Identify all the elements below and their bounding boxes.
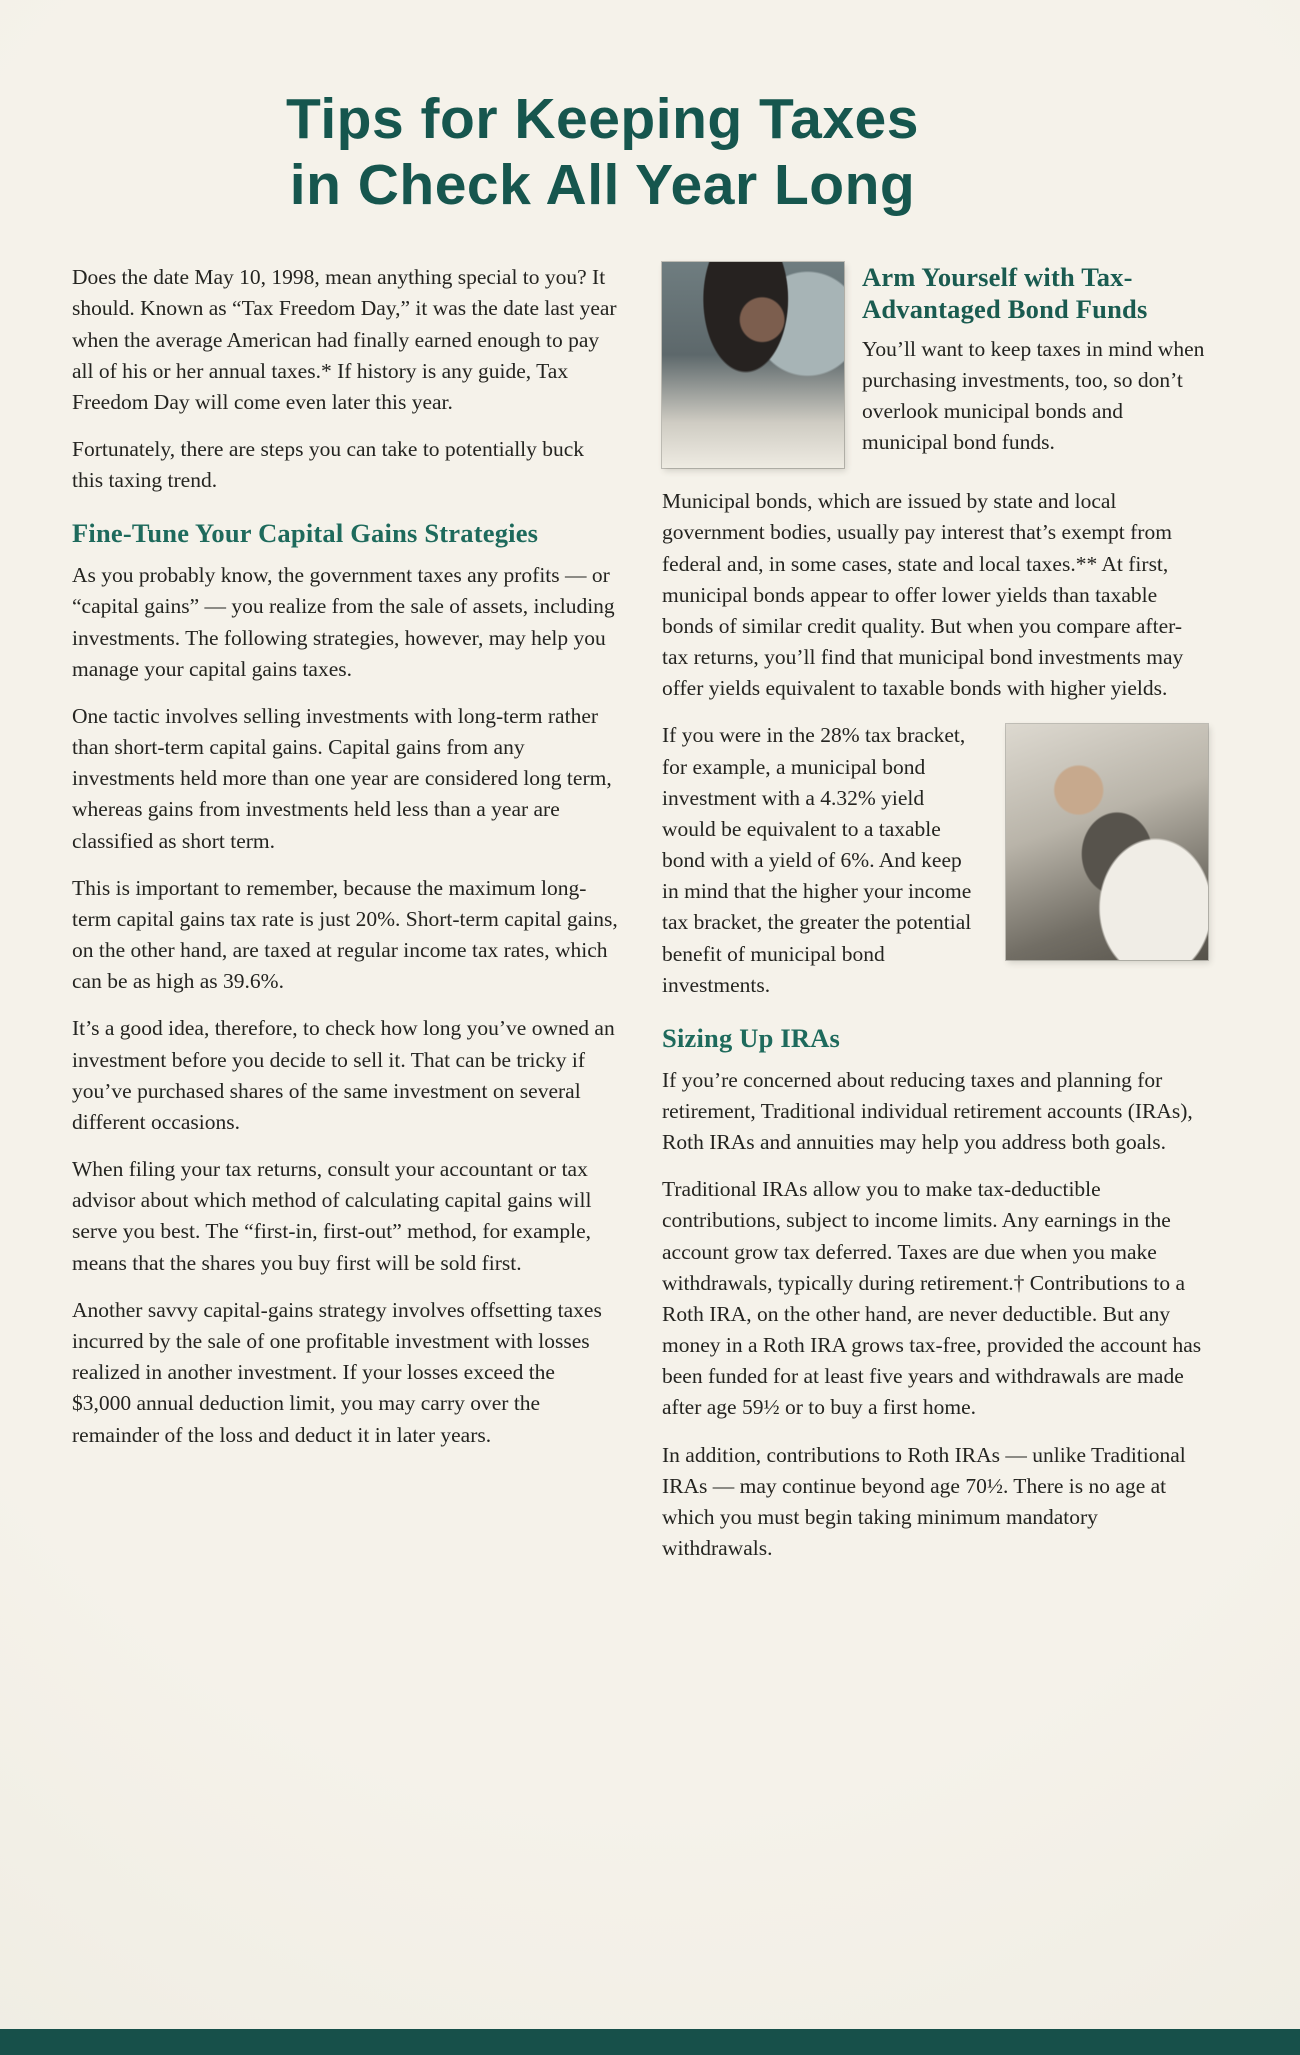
heading-capital-gains: Fine-Tune Your Capital Gains Strategies — [72, 518, 539, 549]
para-bond-funds-intro: You’ll want to keep taxes in mind when purchasing investments, too, so don’t overlook municipal bonds and municipal bond funds. — [862, 336, 1205, 455]
para-long-vs-short-term: One tactic involves selling investments with long-term rather than short-term capital gains. Capital gains from any investments held more than one year are considered long term, whereas gains from investments held less than a year are classified as short term. — [72, 703, 612, 853]
page-title — [0, 0, 1300, 218]
para-tax-rates: This is important to remember, because the maximum long-term capital gains tax rate is just 20%. Short-term capital gains, on the other hand, are taxed at regular income tax rates, which can be as high as 39.6%. — [72, 875, 618, 994]
para-tax-bracket-example: If you were in the 28% tax bracket, for example, a municipal bond investment with a 4.32% yield would be equivalent to a taxable bond with a yield of 6%. And keep in mind that the higher your income tax bracket, the greater the potential benefit of municipal bond investments. — [662, 723, 972, 997]
para-traditional-vs-roth: Traditional IRAs allow you to make tax-deductible contributions, subject to income limits. Any earnings in the account grow tax deferred. Taxes are due when you make withdrawals, typically during retirement.† Contributions to a Roth IRA, on the other hand, are never deductible. But any money in a Roth IRA grows tax-free, provided the account has been funded for at least five years and withdrawals are made after age 59½ or to buy a first home. — [662, 1177, 1202, 1420]
para-roth-contributions: In addition, contributions to Roth IRAs — unlike Traditional IRAs — may continue beyond age 70½. There is no age at which you must begin taking minimum mandatory withdrawals. — [662, 1442, 1186, 1561]
photo-woman-on-phone — [662, 262, 844, 468]
heading-sizing-up-iras: Sizing Up IRAs — [662, 1022, 841, 1053]
para-offsetting-losses: Another savvy capital-gains strategy involves offsetting taxes incurred by the sale of one profitable investment with losses realized in another investment. If your losses exceed the $3,000 annual deduction limit, you may carry over the remainder of the loss and deduct it in later years. — [72, 1297, 602, 1447]
photo-man-reading — [1006, 724, 1208, 960]
para-ira-overview: If you’re concerned about reducing taxes and planning for retirement, Traditional individual retirement accounts (IRAs), Roth IRAs and annuities may help you address both goals. — [662, 1067, 1193, 1155]
footer-color-bar — [0, 2029, 1300, 2055]
title-line-2: in Check All Year Long — [289, 153, 916, 218]
bond-funds-intro-section — [662, 262, 1208, 468]
tax-bracket-example-block — [662, 720, 1208, 1001]
two-column-body — [0, 218, 1300, 1580]
right-column — [662, 262, 1208, 1580]
para-check-holding-period: It’s a good idea, therefore, to check how long you’ve owned an investment before you decide to sell it. That can be tricky if you’ve purchased shares of the same investment on several different occasions. — [72, 1016, 615, 1134]
left-column — [72, 262, 618, 1580]
para-first-in-first-out: When filing your tax returns, consult your accountant or tax advisor about which method of calculating capital gains will serve you best. The “first-in, first-out” method, for example, means that the shares you buy first will be sold first. — [72, 1157, 592, 1275]
heading-bond-funds: Arm Yourself with Tax-Advantaged Bond Funds — [862, 262, 1148, 325]
para-tax-freedom-day: Does the date May 10, 1998, mean anything special to you? It should. Known as “Tax Freedom Day,” it was the date last year when the average American had finally earned enough to pay all of his or her annual taxes.* If history is any guide, Tax Freedom Day will come even later this year. — [72, 265, 617, 414]
para-capital-gains-overview: As you probably know, the government taxes any profits — or “capital gains” — you realize from the sale of assets, including investments. The following strategies, however, may help you manage your capital gains taxes. — [72, 563, 615, 681]
para-municipal-bonds: Municipal bonds, which are issued by state and local government bodies, usually pay interest that’s exempt from federal and, in some cases, state and local taxes.** At first, municipal bonds appear to offer lower yields than taxable bonds of similar credit quality. But when you compare after-tax returns, you’ll find that municipal bond investments may offer yields equivalent to taxable bonds with higher yields. — [662, 489, 1184, 701]
para-fortunately: Fortunately, there are steps you can take to potentially buck this taxing trend. — [72, 437, 585, 493]
title-line-1: Tips for Keeping Taxes — [286, 87, 919, 151]
bond-funds-heading-block — [862, 262, 1208, 468]
